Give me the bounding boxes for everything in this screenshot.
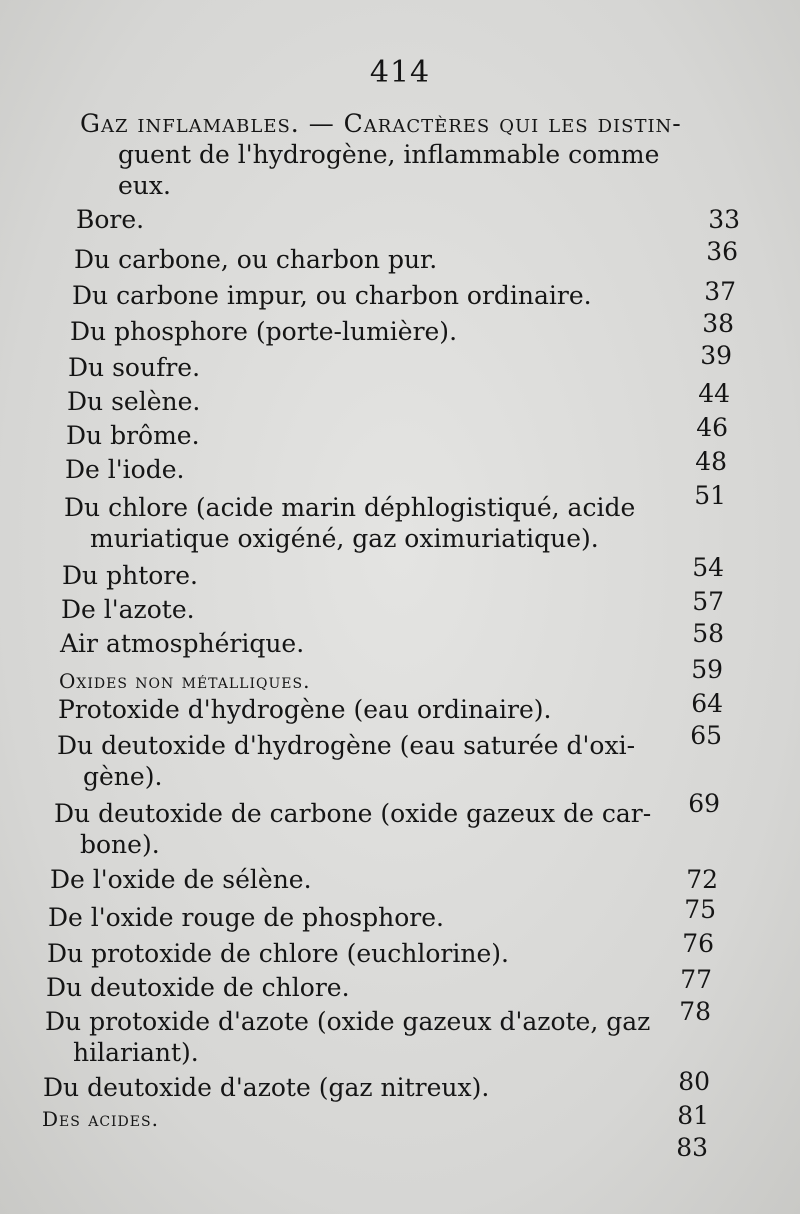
- toc-entry: [42, 1104, 159, 1135]
- toc-entry: [46, 972, 350, 1003]
- toc-page-number: 39: [700, 341, 732, 370]
- toc-page-number: 80: [678, 1067, 710, 1096]
- toc-page-number: 75: [684, 895, 716, 924]
- toc-page-number: 38: [702, 309, 734, 338]
- toc-entry-line: Du deutoxide de carbone (oxide gazeux de car-: [54, 799, 652, 828]
- toc-page-number: 44: [698, 379, 730, 408]
- toc-entry-line: gène).: [83, 762, 163, 791]
- toc-entry-label: Du phtore.: [62, 561, 198, 590]
- toc-entry: [48, 902, 444, 933]
- toc-entry: [76, 204, 144, 235]
- toc-entry-label: De l'oxide de sélène.: [50, 865, 312, 894]
- toc-entry-label: De l'oxide rouge de phosphore.: [48, 903, 444, 932]
- toc-page-number: 81: [677, 1101, 709, 1130]
- toc-entry-label: Oxides non métalliques.: [59, 669, 311, 693]
- toc-entry-label: Du deutoxide d'azote (gaz nitreux).: [43, 1073, 490, 1102]
- toc-entry-line: muriatique oxigéné, gaz oximuriatique).: [90, 524, 599, 553]
- toc-page-number: 72: [686, 865, 718, 894]
- toc-page-number: 78: [679, 997, 711, 1026]
- toc-entry: [72, 280, 592, 311]
- toc-entry-label: Du phosphore (porte-lumière).: [70, 317, 458, 346]
- toc-page-number: 46: [696, 413, 728, 442]
- toc-entry: [64, 492, 704, 554]
- toc-entry-label: Protoxide d'hydrogène (eau ordinaire).: [58, 695, 552, 724]
- toc-page-number: 76: [682, 929, 714, 958]
- toc-entry-label: Du brôme.: [66, 421, 200, 450]
- toc-entry: [47, 938, 509, 969]
- toc-entry: [60, 628, 304, 659]
- toc-entry-label: Du protoxide de chlore (euchlorine).: [47, 939, 509, 968]
- page-number: 414: [369, 55, 431, 90]
- toc-entry-label: Air atmosphérique.: [60, 629, 305, 658]
- toc-page-number: 54: [692, 553, 724, 582]
- toc-entry: [59, 666, 310, 697]
- toc-page-number: 64: [691, 689, 723, 718]
- toc-entry-line: Gaz inflamables. — Caractères qui les distin-: [80, 109, 682, 138]
- toc-entry: [43, 1072, 489, 1103]
- toc-entry: [50, 864, 312, 895]
- toc-page-number: 37: [704, 277, 736, 306]
- toc-entry: [66, 420, 200, 451]
- toc-entry-label: Du soufre.: [68, 353, 201, 382]
- toc-page-number: 57: [692, 587, 724, 616]
- toc-entry-line: eux.: [118, 171, 171, 200]
- toc-entry: [58, 694, 551, 725]
- toc-entry: [54, 798, 674, 860]
- toc-entry-label: Du selène.: [67, 387, 201, 416]
- toc-page-number: 65: [690, 721, 722, 750]
- toc-entry: [62, 560, 198, 591]
- toc-entry-label: Des acides.: [42, 1107, 159, 1131]
- toc-entry-line: Du chlore (acide marin déphlogistiqué, acide: [64, 493, 636, 522]
- toc-entry-label: De l'azote.: [61, 595, 195, 624]
- toc-entry-line: guent de l'hydrogène, inflammable comme: [118, 140, 660, 169]
- toc-page-number: 69: [688, 789, 720, 818]
- toc-entry: [57, 730, 677, 792]
- toc-entry-line: hilariant).: [73, 1038, 199, 1067]
- toc-entry-line: Du deutoxide d'hydrogène (eau saturée d'oxi-: [57, 731, 636, 760]
- toc-entry: [65, 454, 184, 485]
- toc-entry-label: Du carbone, ou charbon pur.: [74, 245, 438, 274]
- toc-entry-label: Du carbone impur, ou charbon ordinaire.: [72, 281, 592, 310]
- toc-entry-line: Du protoxide d'azote (oxide gazeux d'azote, gaz: [45, 1007, 651, 1036]
- toc-entry: [61, 594, 195, 625]
- toc-entry: [74, 244, 437, 275]
- toc-entry: [67, 386, 200, 417]
- toc-entry-line: bone).: [80, 830, 160, 859]
- toc-entry-label: De l'iode.: [65, 455, 185, 484]
- toc-page-number: 48: [695, 447, 727, 476]
- toc-entry-label: Bore.: [76, 205, 145, 234]
- toc-page-number: 36: [706, 237, 738, 266]
- toc-entry: [68, 352, 200, 383]
- toc-page-number: 77: [680, 965, 712, 994]
- toc-entry: [80, 108, 690, 201]
- toc-page-number: 51: [694, 481, 726, 510]
- toc-entry: [45, 1006, 665, 1068]
- toc-entry: [70, 316, 457, 347]
- toc-page-number: 33: [708, 205, 740, 234]
- toc-entry-label: Du deutoxide de chlore.: [46, 973, 350, 1002]
- toc-page-number: 59: [691, 655, 723, 684]
- toc-page-number: 58: [692, 619, 724, 648]
- toc-page-number: 83: [676, 1133, 708, 1162]
